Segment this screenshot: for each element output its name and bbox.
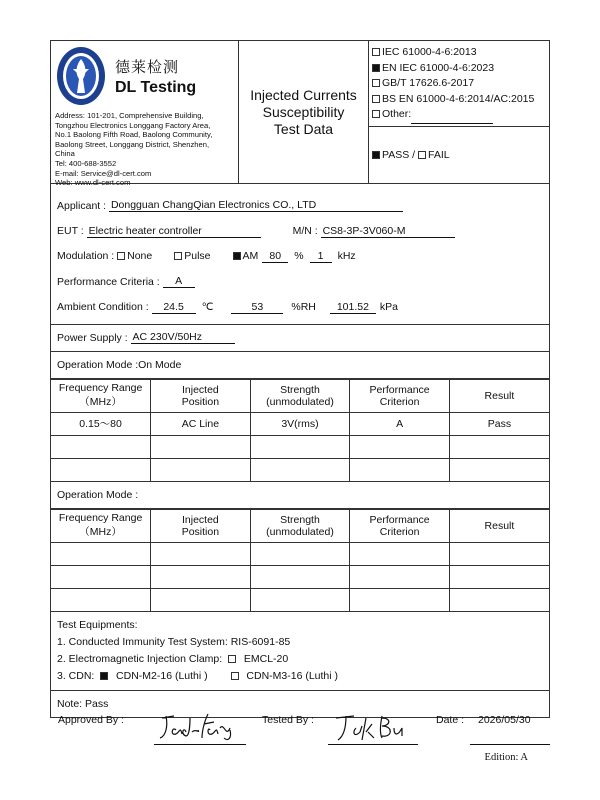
report-form	[50, 40, 550, 718]
table-cell[interactable]	[350, 588, 450, 611]
eut-value[interactable]: Electric heater controller	[87, 225, 261, 238]
table-cell[interactable]: Pass	[449, 412, 549, 435]
phone-line: Tel: 400-688-3552	[55, 158, 117, 168]
checkbox-icon[interactable]	[372, 48, 380, 56]
company-block	[51, 41, 239, 188]
cdn2-checkbox-icon[interactable]	[231, 672, 239, 680]
table-cell[interactable]	[151, 458, 251, 481]
am-depth-value[interactable]: 80	[262, 250, 288, 263]
results-table-1	[51, 379, 549, 482]
table-cell[interactable]	[51, 588, 151, 611]
table-cell[interactable]	[350, 435, 450, 458]
table-cell[interactable]	[51, 565, 151, 588]
date-line	[470, 744, 550, 745]
operation-mode-1: Operation Mode :On Mode	[51, 352, 549, 379]
table-cell[interactable]	[51, 542, 151, 565]
col-performance-criterion: Performance Criterion	[350, 509, 450, 542]
mod-none-checkbox-icon[interactable]	[117, 252, 125, 260]
address-line: Address: 101-201, Comprehensive Building,	[55, 111, 204, 120]
test-equipment	[51, 612, 549, 691]
col-result: Result	[449, 509, 549, 542]
table-cell[interactable]	[449, 565, 549, 588]
table-cell[interactable]	[250, 565, 350, 588]
model-number-value[interactable]: CS8-3P-3V060-M	[321, 225, 455, 238]
col-frequency-range: Frequency Range （MHz）	[51, 509, 151, 542]
clamp-checkbox-icon[interactable]	[228, 655, 236, 663]
standards-list	[369, 41, 549, 127]
approved-signature	[158, 708, 238, 744]
address-line: No.1 Baolong Fifth Road, Baolong Community,	[55, 130, 213, 140]
am-frequency-value[interactable]: 1	[310, 250, 332, 263]
standard-item-other[interactable]: Other:	[372, 107, 546, 124]
date-value[interactable]: 2026/05/30	[478, 714, 531, 726]
date-label: Date :	[436, 714, 465, 726]
power-supply-row: Power Supply : AC 230V/50Hz	[51, 325, 549, 352]
col-result: Result	[449, 379, 549, 412]
equipment-item: 3. CDN: CDN-M2-16 (Luthi ) CDN-M3-16 (Luthi )	[57, 669, 339, 682]
equipment-title: Test Equipments:	[57, 618, 138, 631]
address-line: Tongzhou Electronics Longgang Factory Area,	[55, 120, 211, 130]
report-title	[239, 41, 369, 183]
col-performance-criterion: Performance Criterion	[350, 379, 450, 412]
table-row	[51, 542, 549, 565]
checkbox-icon[interactable]	[372, 79, 380, 87]
company-address	[55, 111, 234, 188]
applicant-value[interactable]: Dongguan ChangQian Electronics CO., LTD	[109, 199, 403, 212]
checkbox-icon[interactable]	[372, 110, 380, 118]
col-injected-position: Injected Position	[151, 509, 251, 542]
edition-label: Edition: A	[484, 752, 528, 763]
note-row: Note: Pass	[57, 697, 109, 710]
pass-checkbox-icon[interactable]	[372, 151, 380, 159]
mod-pulse-checkbox-icon[interactable]	[174, 252, 182, 260]
table-cell[interactable]	[449, 435, 549, 458]
other-field[interactable]	[411, 107, 493, 124]
title-line: Susceptibility	[262, 103, 345, 120]
table-cell[interactable]: AC Line	[151, 412, 251, 435]
col-injected-position: Injected Position	[151, 379, 251, 412]
cdn1-checkbox-icon[interactable]	[100, 672, 108, 680]
address-line: China	[55, 149, 75, 159]
col-frequency-range: Frequency Range （MHz）	[51, 379, 151, 412]
applicant-row: Applicant : Dongguan ChangQian Electronics CO., LTD	[57, 193, 543, 218]
table-cell[interactable]	[449, 588, 549, 611]
table-cell[interactable]	[449, 458, 549, 481]
tested-signature	[332, 710, 412, 744]
col-strength: Strength (unmodulated)	[250, 509, 350, 542]
standard-item[interactable]: GB/T 17626.6-2017	[372, 76, 546, 92]
approved-label: Approved By :	[58, 714, 124, 726]
equipment-item: 1. Conducted Immunity Test System: RIS-6091-85	[57, 635, 291, 648]
eut-row: EUT : Electric heater controller M/N : CS8-3P-3V060-M	[57, 218, 543, 243]
table-cell[interactable]	[151, 435, 251, 458]
table-cell[interactable]	[449, 542, 549, 565]
results-table-2	[51, 509, 549, 612]
temperature-value[interactable]: 24.5	[152, 301, 196, 314]
mod-am-checkbox-icon[interactable]	[233, 252, 241, 260]
test-info	[51, 184, 549, 325]
report-header	[50, 40, 550, 188]
table-cell[interactable]	[151, 565, 251, 588]
criteria-row: Performance Criteria : A	[57, 269, 543, 294]
pressure-value[interactable]: 101.52	[330, 301, 376, 314]
tested-label: Tested By :	[262, 714, 314, 726]
web-line: Web: www.dl-cert.com	[55, 178, 131, 188]
operation-mode-2: Operation Mode :	[51, 482, 549, 509]
fail-checkbox-icon[interactable]	[418, 151, 426, 159]
table-header-row	[51, 509, 549, 542]
tested-signature-line	[328, 744, 418, 745]
pass-label: PASS /	[382, 149, 416, 161]
table-cell[interactable]: 0.15～80	[51, 412, 151, 435]
email-line: E-mail: Service@dl-cert.com	[55, 168, 152, 178]
title-line: Test Data	[273, 120, 334, 137]
power-supply-value[interactable]: AC 230V/50Hz	[131, 331, 235, 344]
table-row	[51, 458, 549, 481]
table-row	[51, 412, 549, 435]
table-cell[interactable]	[51, 435, 151, 458]
table-header-row	[51, 379, 549, 412]
address-line: Baolong Street, Longgang District, Shenzhen,	[55, 139, 210, 149]
title-line: Injected Currents	[250, 86, 357, 103]
criteria-value[interactable]: A	[163, 275, 195, 288]
verdict-selector	[369, 127, 549, 183]
report-body	[50, 184, 550, 718]
brand-chinese-name: 德莱检测	[115, 57, 180, 76]
checkbox-checked-icon[interactable]	[372, 64, 380, 72]
table-row	[51, 588, 549, 611]
table-cell[interactable]	[250, 588, 350, 611]
table-cell[interactable]	[51, 458, 151, 481]
table-cell[interactable]: A	[350, 412, 450, 435]
table-cell[interactable]	[350, 542, 450, 565]
ambient-row: Ambient Condition : 24.5 ℃ 53 %RH 101.52 kPa	[57, 300, 398, 314]
company-logo-icon	[55, 45, 107, 107]
checkbox-icon[interactable]	[372, 95, 380, 103]
table-row	[51, 565, 549, 588]
humidity-value[interactable]: 53	[231, 301, 283, 314]
approved-signature-line	[154, 744, 246, 745]
table-cell[interactable]	[250, 435, 350, 458]
standard-item[interactable]: IEC 61000-4-6:2013	[372, 45, 546, 61]
brand-english-name: DL Testing	[115, 78, 197, 96]
standard-item[interactable]: BS EN 61000-4-6:2014/AC:2015	[372, 92, 546, 108]
table-cell[interactable]	[151, 588, 251, 611]
table-cell[interactable]	[350, 458, 450, 481]
col-strength: Strength (unmodulated)	[250, 379, 350, 412]
equipment-item: 2. Electromagnetic Injection Clamp: EMCL-20	[57, 652, 289, 665]
modulation-row: Modulation : None Pulse AM 80 % 1 kHz	[57, 249, 356, 263]
table-cell[interactable]	[151, 542, 251, 565]
table-cell[interactable]: 3V(rms)	[250, 412, 350, 435]
table-cell[interactable]	[350, 565, 450, 588]
table-cell[interactable]	[250, 458, 350, 481]
signoff-section	[50, 706, 550, 766]
table-row	[51, 435, 549, 458]
fail-label: FAIL	[428, 149, 450, 161]
standard-item[interactable]: EN IEC 61000-4-6:2023	[372, 61, 546, 77]
table-cell[interactable]	[250, 542, 350, 565]
